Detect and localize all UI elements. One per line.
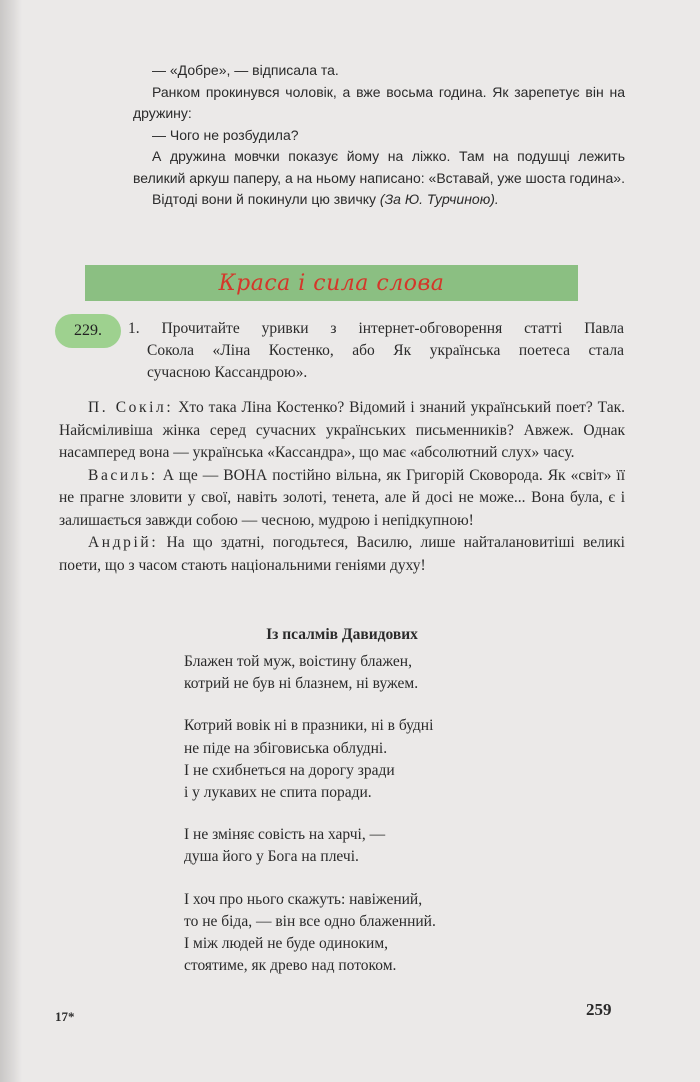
poem-line: Блажен той муж, воістину блажен, xyxy=(184,653,412,670)
poem-stanza xyxy=(184,889,604,978)
task-line: Сокола «Ліна Костенко, або Як українська поетеса стала xyxy=(147,342,624,359)
poem-line: душа його у Бога на плечі. xyxy=(184,848,359,866)
story-line: Ранком прокинувся чоловік, а вже восьма година. Як зарепетує він на дружину: xyxy=(133,83,625,121)
poem-stanza xyxy=(184,824,604,868)
comment-text: На що здатні, погодьтеся, Василю, лише найталановитіші великі поети, що з часом стають національними геніями духу! xyxy=(59,534,625,574)
poem-line: то не біда, — він все одно блаженний. xyxy=(184,912,436,930)
printer-signature-mark: 17* xyxy=(55,1009,75,1024)
comment-author: Андрій: xyxy=(88,534,159,551)
poem-line: І хоч про нього скажуть: навіжений, xyxy=(184,890,423,908)
comment xyxy=(59,465,625,533)
page-number: 259 xyxy=(586,1000,612,1019)
poem-line: І не схибнеться на дорогу зради xyxy=(184,761,395,779)
story-line: — Чого не розбудила? xyxy=(152,126,299,143)
comment xyxy=(59,532,625,577)
story-source: (За Ю. Турчиною). xyxy=(379,191,499,207)
comment-author: П. Сокіл: xyxy=(88,399,174,416)
poem-line: стоятиме, як древо над потоком. xyxy=(184,957,397,975)
section-title: Краса і сила слова xyxy=(218,270,445,296)
story-line xyxy=(133,189,625,211)
story-line: — «Добре», — відписала та. xyxy=(152,62,339,78)
story-last-line: Відтоді вони й покинули цю звичку xyxy=(152,191,377,207)
poem-stanza xyxy=(184,651,604,695)
poem-line: І не зміняє совість на харчі, — xyxy=(184,826,386,844)
story-line: А дружина мовчки показує йому на ліжко. Там на подушці лежить великий аркуш паперу, а на ньому написано: «Вставай, уже шоста година». xyxy=(133,148,625,186)
poem-line: котрий не був ні блазнем, ні вужем. xyxy=(184,675,419,693)
story-ending xyxy=(133,60,625,211)
comment-text: А ще — ВОНА постійно вільна, як Григорій Сковорода. Як «світ» її не прагне зловити у свої, навіть золоті, тенета, але й досі не може... Вона була, є і залишається завжди собою — чесною, мудрою і непідкупною! xyxy=(59,466,625,529)
poem-stanza xyxy=(184,715,604,804)
poem-line: І між людей не буде одиноким, xyxy=(184,935,388,953)
poem-line: Котрий вовік ні в празники, ні в будні xyxy=(184,717,434,735)
exercise-task xyxy=(128,318,624,384)
section-banner xyxy=(85,265,578,301)
poem-line: і у лукавих не спита поради. xyxy=(184,784,372,802)
task-line: сучасною Кассандрою». xyxy=(147,364,308,381)
exercise-number-badge: 229. xyxy=(55,314,121,348)
discussion xyxy=(59,397,625,577)
poem-line: не піде на збіговиська облудні. xyxy=(184,739,388,757)
comment-text: Хто така Ліна Костенко? Відомий і знаний український поет? Так. Найсміливіша жінка серед сучасних українських письменників? Авжеж. Однак насамперед вона — українська «Кассандра», що має «абсолютний слух» часу. xyxy=(59,399,626,461)
poem xyxy=(184,651,604,997)
task-line: 1. Прочитайте уривки з інтернет-обговорення статті Павла xyxy=(128,320,624,337)
comment xyxy=(59,397,625,465)
page-binding-shadow xyxy=(0,0,22,1082)
poem-title: Із псалмів Давидових xyxy=(266,626,418,643)
comment-author: Василь: xyxy=(88,466,158,484)
